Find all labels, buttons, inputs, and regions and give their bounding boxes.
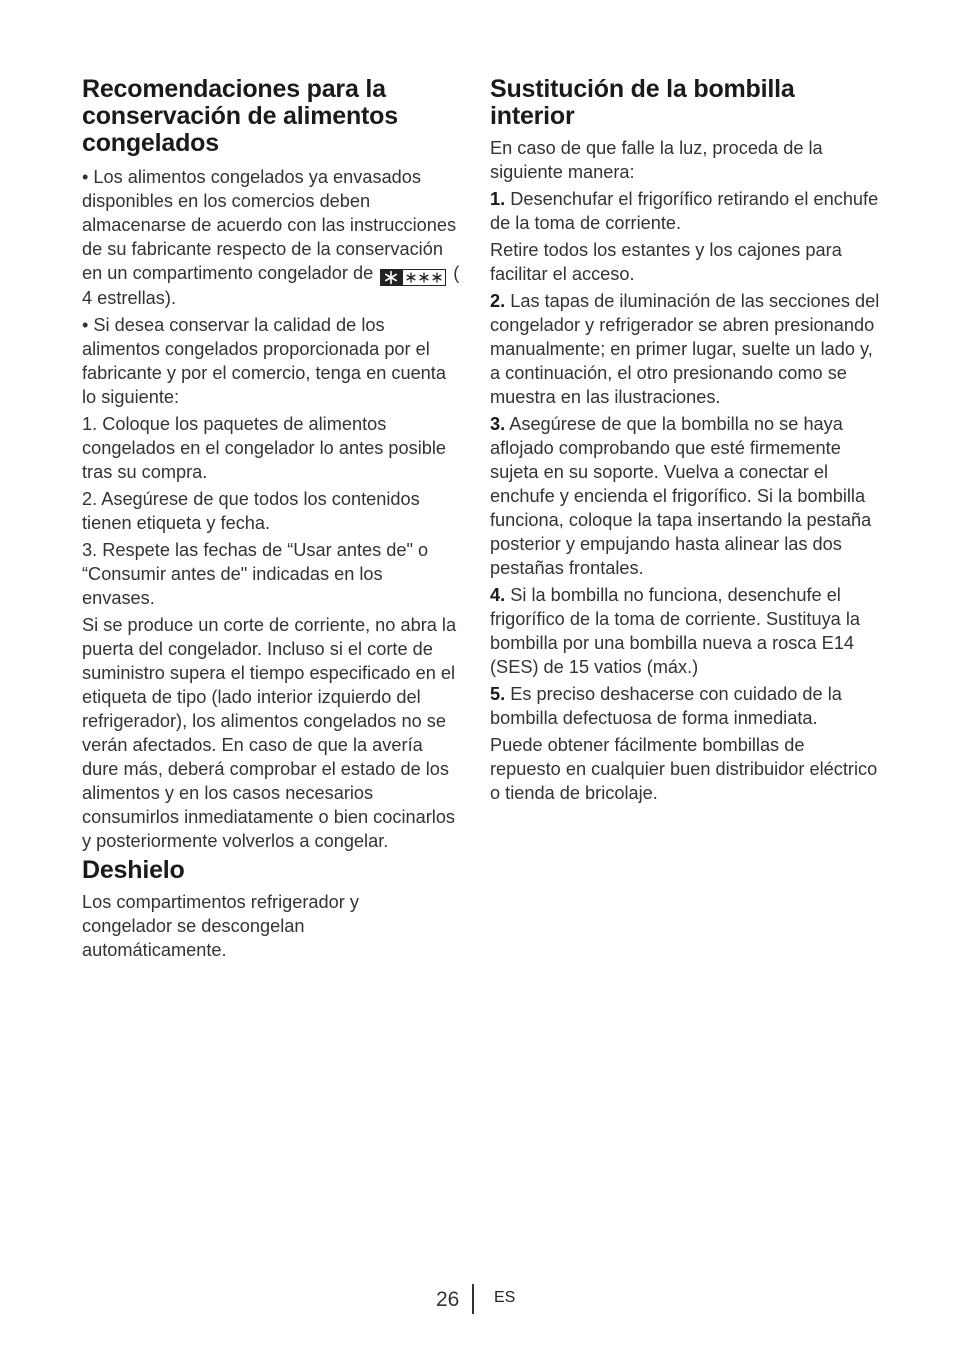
step-text: Asegúrese de que la bombilla no se haya aflojado comprobando que esté firmemente sujeta en su soporte. Vuelva a conectar el enchufe y encienda el frigorífico. Si la bombilla funciona, coloque la tapa insertando la pestaña posterior y empujando hasta alinear las dos pestañas frontales. bbox=[490, 414, 872, 578]
paragraph-step-4 bbox=[490, 583, 880, 679]
page-number: 26 bbox=[436, 1288, 460, 1311]
step-number: 4. bbox=[490, 585, 506, 605]
four-star-freezer-icon bbox=[380, 269, 446, 286]
step-number: 1. bbox=[490, 189, 506, 209]
step-text: Las tapas de iluminación de las secciones del congelador y refrigerador se abren presionando manualmente; en primer lugar, suelte un lado y, a continuación, el otro presionando como se muestra en las ilustraciones. bbox=[490, 291, 880, 407]
paragraph-step-3: 3. Respete las fechas de “Usar antes de" o “Consumir antes de" indicadas en los envases. bbox=[82, 540, 429, 608]
paragraph-closing: Puede obtener fácilmente bombillas de repuesto en cualquier buen distribuidor eléctrico o tienda de bricolaje. bbox=[490, 735, 878, 803]
step-text: Desenchufar el frigorífico retirando el enchufe de la toma de corriente. bbox=[490, 189, 879, 233]
right-column bbox=[490, 76, 880, 805]
paragraph-packaged-food bbox=[82, 165, 460, 310]
step-number: 2. bbox=[490, 291, 506, 311]
section-title-frozen-food: Recomendaciones para la conservación de alimentos congelados bbox=[82, 75, 398, 157]
paragraph-step-2: 2. Asegúrese de que todos los contenidos tienen etiqueta y fecha. bbox=[82, 489, 420, 533]
step-number: 3. bbox=[490, 414, 506, 434]
paragraph-packaged-food-suffix: ( 4 estrellas). bbox=[82, 263, 460, 308]
paragraph-quality: • Si desea conservar la calidad de los alimentos congelados proporcionada por el fabricante y por el comercio, tenga en cuenta lo siguiente: bbox=[82, 315, 446, 407]
footer-divider bbox=[472, 1284, 474, 1314]
paragraph-packaged-food-text: • Los alimentos congelados ya envasados disponibles en los comercios deben almacenarse de acuerdo con las instrucciones de su fabricante respecto de la conservación en un compartimento congelador de bbox=[82, 167, 457, 283]
step-text: Es preciso deshacerse con cuidado de la bombilla defectuosa de forma inmediata. bbox=[490, 684, 842, 728]
paragraph-power-cut: Si se produce un corte de corriente, no abra la puerta del congelador. Incluso si el corte de suministro supera el tiempo especificado en el etiqueta de tipo (lado interior izquierdo del refrigerador), los alimentos congelados no se verán afectados. En caso de que la avería dure más, deberá comprobar el estado de los alimentos y en los casos necesarios consumirlos inmediatamente o bien cocinarlos y posteriormente volverlos a congelar. bbox=[82, 615, 457, 851]
paragraph-step-1 bbox=[490, 187, 880, 235]
section-title-defrost: Deshielo bbox=[82, 856, 185, 884]
left-column bbox=[82, 76, 460, 962]
paragraph-step-1: 1. Coloque los paquetes de alimentos congelados en el congelador lo antes posible tras su compra. bbox=[82, 414, 447, 482]
paragraph-intro: En caso de que falle la luz, proceda de la siguiente manera: bbox=[490, 138, 823, 182]
step-number: 5. bbox=[490, 684, 506, 704]
language-code: ES bbox=[494, 1289, 516, 1306]
paragraph-step-1-extra: Retire todos los estantes y los cajones para facilitar el acceso. bbox=[490, 240, 842, 284]
section-title-bulb-replacement: Sustitución de la bombilla interior bbox=[490, 75, 795, 130]
paragraph-step-3 bbox=[490, 412, 880, 580]
paragraph-step-5 bbox=[490, 682, 880, 730]
paragraph-step-2 bbox=[490, 289, 880, 409]
paragraph-defrost: Los compartimentos refrigerador y congelador se descongelan automáticamente. bbox=[82, 892, 359, 960]
step-text: Si la bombilla no funciona, desenchufe el frigorífico de la toma de corriente. Sustituya la bombilla por una bombilla nueva a rosca E14 (SES) de 15 vatios (máx.) bbox=[490, 585, 860, 677]
